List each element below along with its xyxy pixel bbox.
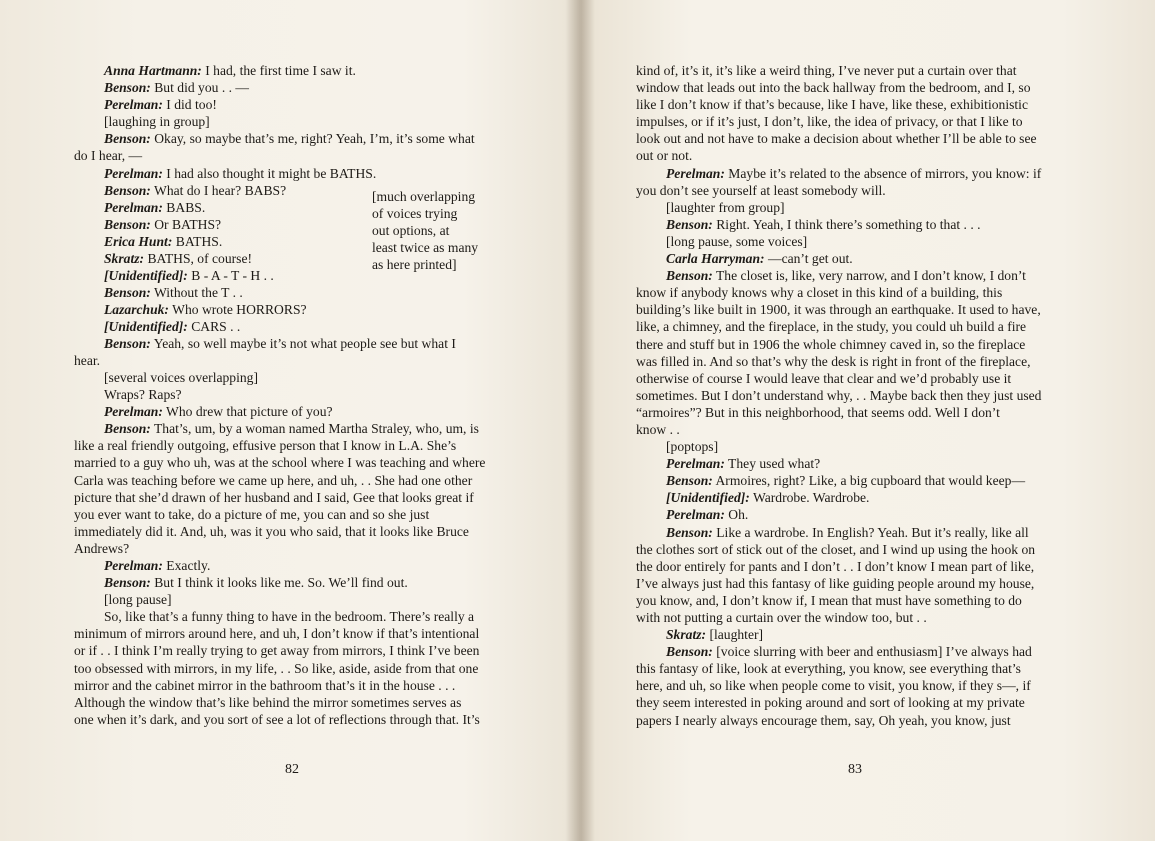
line-text: [voice slurring with beer and enthusiasm] I’ve always had: [712, 644, 1032, 660]
text-line: [74, 62, 518, 79]
text-line: [636, 677, 1078, 694]
text-line: [74, 96, 518, 113]
note-line: least twice as many: [372, 239, 479, 255]
speaker-name: Benson:: [666, 268, 713, 284]
line-text: [laughter from group]: [666, 199, 785, 215]
speaker-name: [Unidentified]:: [104, 318, 188, 334]
text-line: [74, 420, 518, 437]
text-line: [636, 113, 1078, 130]
speaker-name: Benson:: [666, 524, 713, 540]
line-text: Wraps? Raps?: [104, 387, 182, 403]
text-line: [636, 421, 1078, 438]
text-line: [74, 403, 518, 420]
speaker-name: [Unidentified]:: [104, 268, 188, 284]
line-text: picture that she’d drawn of her husband and I said, Gee that looks great if: [74, 489, 474, 505]
speaker-name: Perelman:: [104, 97, 163, 113]
text-line: [74, 130, 518, 147]
text-line: [74, 557, 518, 574]
line-text: B - A - T - H . .: [187, 268, 274, 284]
text-line: [74, 369, 518, 386]
text-line: [74, 113, 518, 130]
line-text: minimum of mirrors around here, and uh, I don’t know if that’s intentional: [74, 626, 480, 642]
text-line: [636, 558, 1078, 575]
text-line: [104, 284, 307, 301]
text-line: [636, 370, 1078, 387]
speaker-name: Perelman:: [104, 199, 163, 215]
speaker-name: Benson:: [104, 335, 151, 351]
text-line: [74, 352, 518, 369]
text-line: [74, 335, 518, 352]
text-line: [636, 318, 1078, 335]
text-line: [104, 182, 307, 199]
speaker-name: Perelman:: [666, 165, 725, 181]
line-text: they seem interested in poking around and sort of looking at my private: [636, 695, 1025, 711]
text-line: [104, 301, 307, 318]
line-text: BABS.: [162, 199, 206, 215]
line-text: the clothes sort of stick out of the closet, and I wind up using the hook on: [636, 541, 1036, 557]
line-text: So, like that’s a funny thing to have in the bedroom. There’s really a: [104, 609, 475, 625]
line-text: What do I hear? BABS?: [150, 182, 287, 198]
text-line: [636, 387, 1078, 404]
text-line: [636, 79, 1078, 96]
text-line: [104, 267, 307, 284]
line-text: [long pause, some voices]: [666, 233, 808, 249]
line-text: out or not.: [636, 148, 693, 164]
speaker-name: Perelman:: [104, 165, 163, 181]
line-text: there and stuff but in 1906 the whole chimney caved in, so the fireplace: [636, 336, 1026, 352]
line-text: sometimes. But I don’t understand why, . . Maybe back then they just used: [636, 387, 1042, 403]
line-text: immediately did it. And, uh, was it you who said, that it looks like Bruce: [74, 523, 469, 539]
speaker-name: Erica Hunt:: [104, 233, 173, 249]
speaker-name: Perelman:: [104, 404, 163, 420]
text-line: [636, 712, 1078, 729]
line-text: you know, and, I don’t know if, I mean that must have something to do: [636, 592, 1022, 608]
speaker-name: Benson:: [104, 421, 151, 437]
line-text: know if anybody knows why a closet in this kind of a building, this: [636, 285, 1003, 301]
text-line: [74, 437, 518, 454]
speaker-name: Skratz:: [666, 627, 707, 643]
left-page: [74, 62, 518, 728]
line-text: I’ve always just had this fantasy of like guiding people around my house,: [636, 575, 1035, 591]
line-text: Andrews?: [74, 540, 130, 556]
line-text: Wardrobe. Wardrobe.: [749, 490, 870, 506]
speaker-name: Skratz:: [104, 251, 145, 267]
line-text: Okay, so maybe that’s me, right? Yeah, I’m, it’s some what: [150, 131, 475, 147]
overlapping-dialogue-cluster: [74, 182, 518, 318]
text-line: [636, 404, 1078, 421]
line-text: impulses, or if it’s just, I don’t, like, the idea of privacy, or that I like to: [636, 114, 1023, 130]
text-line: [636, 455, 1078, 472]
text-line: [636, 506, 1078, 523]
line-text: CARS . .: [187, 318, 241, 334]
line-text: Maybe it’s related to the absence of mirrors, you know: if: [724, 165, 1042, 181]
text-line: [636, 182, 1078, 199]
line-text: BATHS, of course!: [144, 251, 253, 267]
speaker-name: Benson:: [666, 473, 713, 489]
text-line: [636, 216, 1078, 233]
text-line: [74, 79, 518, 96]
text-line: [74, 591, 518, 608]
page-number-right: 83: [848, 762, 862, 777]
line-text: Although the window that’s like behind the mirror sometimes serves as: [74, 694, 462, 710]
line-text: “armoires”? But in this neighborhood, that seems odd. Well I don’t: [636, 404, 1000, 420]
line-text: But I think it looks like me. So. We’ll find out.: [150, 575, 408, 591]
line-text: too obsessed with mirrors, in my life, . . So like, aside, aside from that one: [74, 660, 479, 676]
line-text: Carla was teaching before we came up here, and uh, . . She had one other: [74, 472, 473, 488]
text-line: [74, 711, 518, 728]
speaker-name: Benson:: [666, 644, 713, 660]
line-text: Armoires, right? Like, a big cupboard that would keep—: [712, 473, 1026, 489]
speaker-name: Benson:: [104, 131, 151, 147]
line-text: I did too!: [162, 97, 217, 113]
text-line: [636, 592, 1078, 609]
text-line: [636, 609, 1078, 626]
line-text: Who wrote HORRORS?: [168, 302, 307, 318]
text-line: [636, 575, 1078, 592]
line-text: kind of, it’s it, it’s like a weird thing, I’ve never put a curtain over that: [636, 63, 1017, 78]
text-line: [104, 233, 307, 250]
line-text: hear.: [74, 352, 101, 368]
line-text: like I don’t know if that’s because, like I have, like these, exhibitionistic: [636, 97, 1028, 113]
line-text: the door entirely for pants and I don’t . . I don’t know I mean part of like,: [636, 558, 1035, 574]
line-text: Yeah, so well maybe it’s not what people see but what I: [150, 335, 456, 351]
line-text: here, and uh, so like when people come to visit, you know, if they s—, if: [636, 678, 1031, 694]
speaker-name: Lazarchuk:: [104, 302, 169, 318]
line-text: know . .: [636, 421, 680, 437]
left-page-lines-bottom: [74, 318, 518, 728]
text-line: [636, 353, 1078, 370]
text-line: [636, 130, 1078, 147]
speaker-name: Benson:: [104, 575, 151, 591]
text-line: [74, 506, 518, 523]
line-text: or if . . I think I’m really trying to get away from mirrors, I think I’ve been: [74, 643, 480, 659]
speaker-name: Benson:: [104, 216, 151, 232]
line-text: you don’t see yourself at least somebody will.: [636, 182, 886, 198]
text-line: [104, 216, 307, 233]
line-text: That’s, um, by a woman named Martha Straley, who, um, is: [150, 421, 479, 437]
right-page-lines: [636, 62, 1078, 729]
text-line: [636, 62, 1078, 79]
text-line: [636, 199, 1078, 216]
speaker-name: Perelman:: [666, 507, 725, 523]
line-text: Or BATHS?: [150, 216, 222, 232]
speaker-name: Benson:: [104, 285, 151, 301]
text-line: [74, 165, 518, 182]
line-text: one when it’s dark, and you sort of see a lot of reflections through that. It’s: [74, 711, 480, 727]
text-line: [636, 489, 1078, 506]
speaker-name: [Unidentified]:: [666, 490, 750, 506]
right-page: [636, 62, 1078, 729]
line-text: with not putting a curtain over the window too, but . .: [636, 610, 927, 625]
text-line: [74, 694, 518, 711]
line-text: [long pause]: [104, 592, 172, 608]
text-line: [74, 386, 518, 403]
text-line: [636, 660, 1078, 677]
line-text: —can’t get out.: [764, 251, 853, 267]
line-text: [laughing in group]: [104, 114, 210, 130]
text-line: [74, 574, 518, 591]
text-line: [74, 147, 518, 164]
line-text: building’s like built in 1900, it was through an earthquake. It used to have,: [636, 302, 1041, 318]
speaker-name: Perelman:: [666, 456, 725, 472]
speaker-name: Benson:: [666, 216, 713, 232]
line-text: Exactly.: [162, 557, 211, 573]
left-page-lines-top: [74, 62, 518, 182]
text-line: [636, 96, 1078, 113]
text-line: [74, 625, 518, 642]
text-line: [636, 524, 1078, 541]
line-text: [poptops]: [666, 439, 719, 455]
text-line: [74, 318, 518, 335]
line-text: [laughter]: [706, 627, 764, 643]
line-text: like a real friendly outgoing, effusive person that I know in L.A. She’s: [74, 438, 457, 454]
line-text: They used what?: [724, 456, 821, 472]
page-number-left: 82: [285, 762, 299, 777]
text-line: [636, 438, 1078, 455]
text-line: [74, 642, 518, 659]
line-text: married to a guy who uh, was at the school where I was teaching and where: [74, 455, 486, 471]
line-text: like, a chimney, and the fireplace, in the study, you could uh build a fire: [636, 319, 1027, 335]
line-text: Oh.: [724, 507, 749, 523]
text-line: [104, 199, 307, 216]
text-line: [74, 677, 518, 694]
text-line: [636, 301, 1078, 318]
text-line: [636, 267, 1078, 284]
book-gutter: [565, 0, 595, 841]
line-text: BATHS.: [172, 233, 223, 249]
text-line: [636, 336, 1078, 353]
line-text: But did you . . —: [150, 80, 250, 96]
text-line: [74, 454, 518, 471]
note-line: [much overlapping: [372, 188, 476, 204]
speaker-name: Perelman:: [104, 557, 163, 573]
line-text: mirror and the cabinet mirror in the bathroom that’s it in the house . . .: [74, 677, 456, 693]
speaker-name: Benson:: [104, 182, 151, 198]
line-text: I had also thought it might be BATHS.: [162, 165, 377, 181]
line-text: Like a wardrobe. In English? Yeah. But it’s really, like all: [712, 524, 1029, 540]
speaker-name: Anna Hartmann:: [104, 63, 202, 78]
line-text: you ever want to take, do a picture of me, you can and so she just: [74, 506, 430, 522]
text-line: [74, 540, 518, 557]
text-line: [636, 147, 1078, 164]
text-line: [74, 608, 518, 625]
note-line: out options, at: [372, 222, 450, 238]
note-line: as here printed]: [372, 257, 457, 273]
text-line: [636, 284, 1078, 301]
text-line: [104, 250, 307, 267]
line-text: look out and not have to make a decision about whether I’ll be able to see: [636, 131, 1037, 147]
line-text: papers I nearly always encourage them, say, Oh yeah, you know, just: [636, 712, 1011, 728]
note-line: of voices trying: [372, 205, 458, 221]
line-text: Right. Yeah, I think there’s something to that . . .: [712, 216, 981, 232]
text-line: [636, 643, 1078, 660]
text-line: [636, 472, 1078, 489]
text-line: [636, 694, 1078, 711]
text-line: [636, 626, 1078, 643]
text-line: [74, 523, 518, 540]
line-text: [several voices overlapping]: [104, 369, 258, 385]
text-line: [74, 660, 518, 677]
text-line: [636, 250, 1078, 267]
text-line: [636, 165, 1078, 182]
text-line: [636, 541, 1078, 558]
line-text: was filled in. And so that’s why the desk is right in front of the fireplace,: [636, 353, 1031, 369]
line-text: this fantasy of like, look at everything, you know, see everything that’s: [636, 661, 1021, 677]
line-text: The closet is, like, very narrow, and I don’t know, I don’t: [712, 268, 1026, 284]
text-line: [74, 489, 518, 506]
line-text: window that leads out into the back hallway from the bedroom, and I, so: [636, 80, 1031, 96]
line-text: Who drew that picture of you?: [162, 404, 333, 420]
line-text: Without the T . .: [150, 285, 243, 301]
line-text: otherwise of course I would leave that clear and we’d probably use it: [636, 370, 1012, 386]
speaker-name: Carla Harryman:: [666, 251, 765, 267]
line-text: do I hear, —: [74, 148, 143, 164]
stage-direction-note: [372, 188, 478, 273]
line-text: I had, the first time I saw it.: [201, 63, 356, 78]
speaker-name: Benson:: [104, 80, 151, 96]
text-line: [74, 472, 518, 489]
cluster-dialogue: [104, 182, 307, 319]
text-line: [636, 233, 1078, 250]
